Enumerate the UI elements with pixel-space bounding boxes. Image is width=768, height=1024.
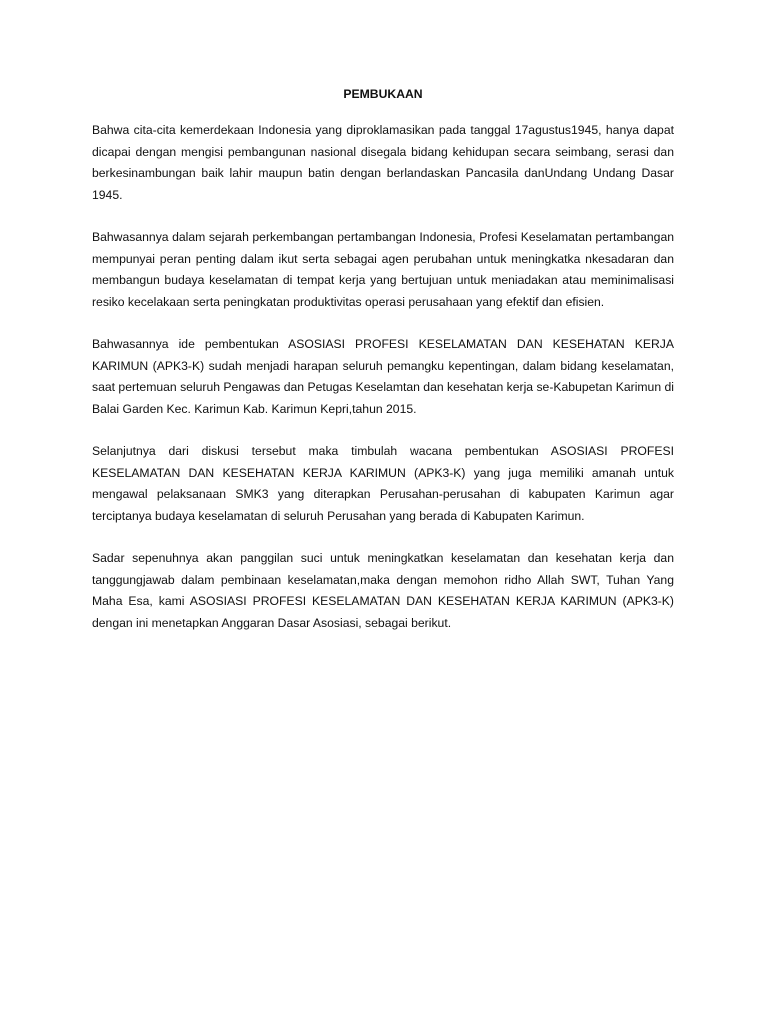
paragraph-2: Bahwasannya dalam sejarah perkembangan pertambangan Indonesia, Profesi Keselamatan pertambangan mempunyai peran penting dalam ikut serta sebagai agen perubahan untuk meningkatka nkesadaran dan membangun budaya keselamatan di tempat kerja yang bertujuan untuk meniadakan atau meminimalisasi resiko kecelakaan serta peningkatan produktivitas operasi perusahaan yang efektif dan efisien. bbox=[92, 230, 674, 309]
document-title: PEMBUKAAN bbox=[343, 87, 423, 101]
paragraph-3: Bahwasannya ide pembentukan ASOSIASI PROFESI KESELAMATAN DAN KESEHATAN KERJA KARIMUN (APK3-K) sudah menjadi harapan seluruh pemangku kepentingan, dalam bidang keselamatan, saat pertemuan seluruh Pengawas dan Petugas Keselamtan dan kesehatan kerja se-Kabupetan Karimun di Balai Garden Kec. Karimun Kab. Karimun Kepri,tahun 2015. bbox=[92, 337, 674, 416]
paragraph-4: Selanjutnya dari diskusi tersebut maka timbulah wacana pembentukan ASOSIASI PROFESI KESELAMATAN DAN KESEHATAN KERJA KARIMUN (APK3-K) yang juga memiliki amanah untuk mengawal pelaksanaan SMK3 yang diterapkan Perusahan-perusahan di kabupaten Karimun agar terciptanya budaya keselamatan di seluruh Perusahan yang berada di Kabupaten Karimun. bbox=[92, 444, 674, 523]
paragraph-1: Bahwa cita-cita kemerdekaan Indonesia yang diproklamasikan pada tanggal 17agustus1945, hanya dapat dicapai dengan mengisi pembangunan nasional disegala bidang kehidupan secara seimbang, serasi dan berkesinambungan baik lahir maupun batin dengan berlandaskan Pancasila danUndang Undang Dasar 1945. bbox=[92, 123, 674, 202]
paragraph-5: Sadar sepenuhnya akan panggilan suci untuk meningkatkan keselamatan dan kesehatan kerja dan tanggungjawab dalam pembinaan keselamatan,maka dengan memohon ridho Allah SWT, Tuhan Yang Maha Esa, kami ASOSIASI PROFESI KESELAMATAN DAN KESEHATAN KERJA KARIMUN (APK3-K) dengan ini menetapkan Anggaran Dasar Asosiasi, sebagai berikut. bbox=[92, 551, 674, 630]
document-body bbox=[92, 84, 674, 655]
